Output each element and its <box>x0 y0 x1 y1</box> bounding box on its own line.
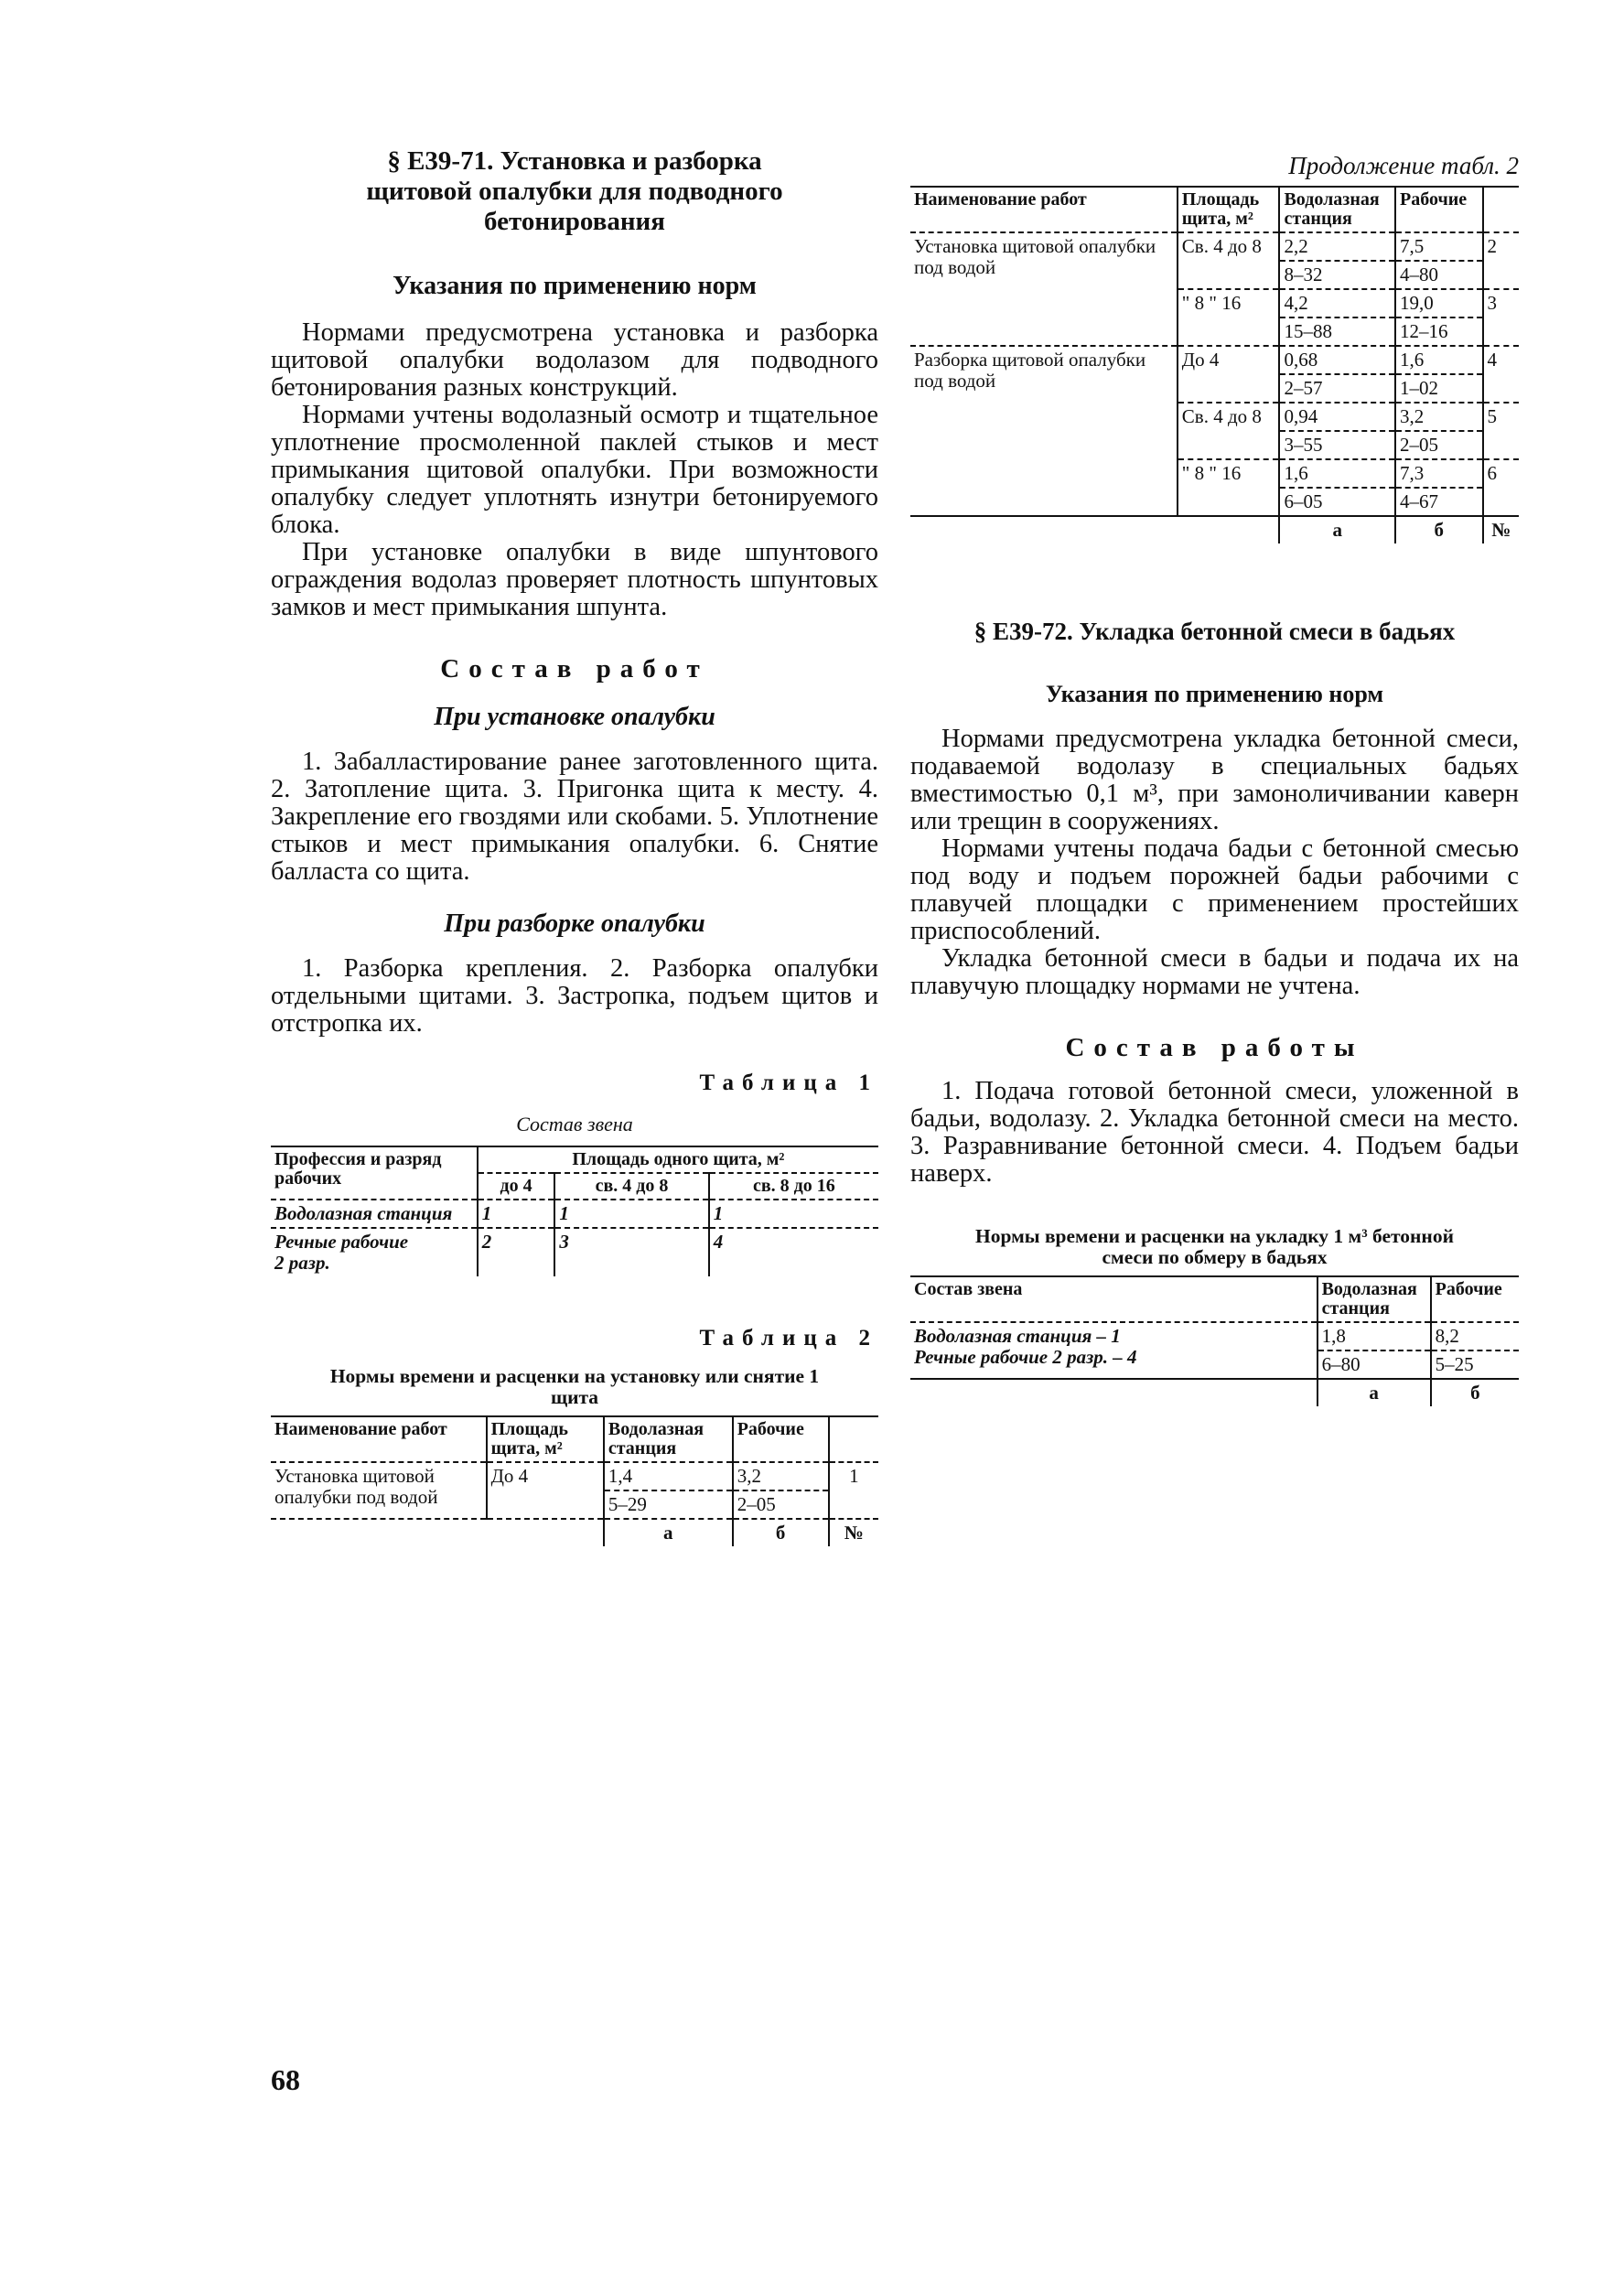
table-row <box>910 346 1519 374</box>
table2c-header: Водолазная станция <box>1279 187 1395 232</box>
table2c-cell: 1–02 <box>1395 374 1482 403</box>
table2-header: Площадь щита, м² <box>487 1416 604 1462</box>
table2-continued <box>910 186 1519 543</box>
table2c-cell: 4 <box>1483 346 1519 403</box>
table1-subheader: до 4 <box>478 1173 555 1200</box>
table2c-footer: № <box>1483 516 1519 543</box>
table2c-footer: а <box>1279 516 1395 543</box>
paragraph: Нормами предусмотрена установка и разборка щитовой опалубки водолазом для подводного бетонирования разных конструкций. <box>271 318 878 402</box>
work-steps: 1. Подача готовой бетонной смеси, уложенной в бадьи, водолазу. 2. Укладка бетонной смеси на место. 3. Разравнивание бетонной смеси. 4. Подъем бадьи наверх. <box>910 1077 1519 1188</box>
guidance-heading: Указания по применению норм <box>1045 681 1384 707</box>
table2c-cell: 0,94 <box>1279 403 1395 431</box>
table2c-cell: 2,2 <box>1279 232 1395 261</box>
table1-cell: 4 <box>709 1228 878 1276</box>
table2c-cell: 0,68 <box>1279 346 1395 374</box>
table2c-footer: б <box>1395 516 1482 543</box>
table1-label: Таблица 1 <box>699 1071 878 1095</box>
work-heading: Состав работы <box>1065 1033 1364 1062</box>
table2c-cell: 2–05 <box>1395 431 1482 459</box>
table2c-header: Рабочие <box>1395 187 1482 232</box>
table-row <box>910 1322 1519 1350</box>
table1-row-name: Водолазная станция <box>271 1200 478 1228</box>
table2c-cell: 4–80 <box>1395 261 1482 289</box>
paragraph: Укладка бетонной смеси в бадьи и подача их на плавучую площадку нормами не учтена. <box>910 944 1519 1000</box>
continuation-label: Продолжение табл. 2 <box>1288 152 1519 179</box>
table2c-cell: 8–32 <box>1279 261 1395 289</box>
table2-header <box>829 1416 878 1462</box>
table2-cell: До 4 <box>487 1462 604 1519</box>
table2c-header: Наименование работ <box>910 187 1178 232</box>
table1-caption: Состав звена <box>516 1113 633 1135</box>
table2c-cell: 1,6 <box>1395 346 1482 374</box>
table2c-row-name: Установка щитовой опалубки под водой <box>910 232 1178 346</box>
section-title-e39-72: § Е39-72. Укладка бетонной смеси в бадьях <box>973 618 1456 645</box>
table3-cell: 6–80 <box>1317 1350 1431 1379</box>
table2c-cell: 3 <box>1483 289 1519 346</box>
table2-row-name: Установка щитовой опалубки под водой <box>271 1462 487 1519</box>
table-row <box>271 1200 878 1228</box>
table1-header-area: Площадь одного щита, м² <box>478 1146 878 1173</box>
table2c-cell: 3,2 <box>1395 403 1482 431</box>
table3-cell: 8,2 <box>1431 1322 1519 1350</box>
right-column <box>910 0 1519 1406</box>
left-column <box>271 0 878 1546</box>
paragraph: При установке опалубки в виде шпунтового ограждения водолаз проверяет плотность шпунтовых замков и мест примыкания шпунта. <box>271 538 878 621</box>
table2-footer: № <box>829 1519 878 1546</box>
table2c-cell: 12–16 <box>1395 317 1482 346</box>
table1-cell: 2 <box>478 1228 555 1276</box>
table3-cell: 1,8 <box>1317 1322 1431 1350</box>
table2c-row-name: Разборка щитовой опалубки под водой <box>910 346 1178 516</box>
work-heading: Состав работ <box>440 654 709 683</box>
table2c-header <box>1483 187 1519 232</box>
table2c-cell: 2–57 <box>1279 374 1395 403</box>
paragraph: Нормами учтены подача бадьи с бетонной смесью под воду и подъем порожней бадьи рабочими с плавучей площадки с применением простейших приспособлений. <box>910 834 1519 945</box>
table3 <box>910 1275 1519 1406</box>
table2c-cell: 6 <box>1483 459 1519 516</box>
table2-cell: 1 <box>829 1462 878 1519</box>
table2c-cell: Св. 4 до 8 <box>1178 232 1280 289</box>
table2c-cell: 7,5 <box>1395 232 1482 261</box>
table2c-cell: 15–88 <box>1279 317 1395 346</box>
table2-header: Наименование работ <box>271 1416 487 1462</box>
table1-cell: 1 <box>554 1200 708 1228</box>
dismantle-heading: При разборке опалубки <box>444 909 705 938</box>
install-steps: 1. Забалластирование ранее заготовленного щита. 2. Затопление щита. 3. Пригонка щита к месту. 4. Закрепление его гвоздями или скобами. 5. Уплотнение стыков и мест примыкания опалубки. 6. Снятие балласта со щита. <box>271 748 878 886</box>
table3-header: Рабочие <box>1431 1276 1519 1322</box>
table2-header: Рабочие <box>733 1416 829 1462</box>
table2c-cell: 4–67 <box>1395 488 1482 516</box>
table2c-cell: " 8 " 16 <box>1178 289 1280 346</box>
table2c-cell: 6–05 <box>1279 488 1395 516</box>
table1-header-profession: Профессия и разряд рабочих <box>271 1146 478 1200</box>
table2c-cell: 19,0 <box>1395 289 1482 317</box>
table2c-cell: " 8 " 16 <box>1178 459 1280 516</box>
page-number: 68 <box>271 2063 300 2096</box>
table3-footer: б <box>1431 1379 1519 1406</box>
table2c-cell: 4,2 <box>1279 289 1395 317</box>
table1-cell: 1 <box>709 1200 878 1228</box>
install-heading: При установке опалубки <box>434 703 715 731</box>
table2c-cell: 7,3 <box>1395 459 1482 488</box>
table3-header: Водолазная станция <box>1317 1276 1431 1322</box>
table2-cell: 3,2 <box>733 1462 829 1490</box>
table2-cell: 5–29 <box>604 1490 733 1519</box>
section-title-e39-71: § Е39-71. Установка и разборка щитовой опалубки для подводного бетонирования <box>366 146 783 236</box>
paragraph: Нормами предусмотрена укладка бетонной смеси, подаваемой водолазу в специальных бадьях вместимостью 0,1 м³, при замоноличивании каверн или трещин в сооружениях. <box>910 725 1519 835</box>
table1-cell: 1 <box>478 1200 555 1228</box>
table1-subheader: св. 8 до 16 <box>709 1173 878 1200</box>
table2c-cell: 3–55 <box>1279 431 1395 459</box>
table3-footer: а <box>1317 1379 1431 1406</box>
table2-label: Таблица 2 <box>699 1326 878 1350</box>
table2c-cell: 1,6 <box>1279 459 1395 488</box>
table1 <box>271 1146 878 1276</box>
table3-caption: Нормы времени и расценки на укладку 1 м³ бетонной смеси по обмеру в бадьях <box>975 1225 1454 1268</box>
table2c-cell: 2 <box>1483 232 1519 289</box>
table3-row-name: Речные рабочие 2 разр. – 4 <box>914 1346 1137 1368</box>
table-row <box>271 1228 878 1276</box>
table3-cell: 5–25 <box>1431 1350 1519 1379</box>
table3-header: Состав звена <box>910 1276 1317 1322</box>
table2-cell: 1,4 <box>604 1462 733 1490</box>
table2c-header: Площадь щита, м² <box>1178 187 1280 232</box>
guidance-heading: Указания по применению норм <box>393 272 757 300</box>
table1-cell: 3 <box>554 1228 708 1276</box>
table2c-cell: Св. 4 до 8 <box>1178 403 1280 459</box>
table2c-cell: 5 <box>1483 403 1519 459</box>
table2-header: Водолазная станция <box>604 1416 733 1462</box>
table2-caption: Нормы времени и расценки на установку или снятие 1 щита <box>329 1365 820 1408</box>
paragraph: Нормами учтены водолазный осмотр и тщательное уплотнение просмоленной паклей стыков и мест примыкания щитовой опалубки. При возможности опалубку следует уплотнять изнутри бетонируемого блока. <box>271 401 878 539</box>
table2-footer: а <box>604 1519 733 1546</box>
table1-subheader: св. 4 до 8 <box>554 1173 708 1200</box>
table2 <box>271 1415 878 1546</box>
dismantle-steps: 1. Разборка крепления. 2. Разборка опалубки отдельными щитами. 3. Застропка, подъем щитов и отстропка их. <box>271 954 878 1038</box>
table2-cell: 2–05 <box>733 1490 829 1519</box>
table2-footer: б <box>733 1519 829 1546</box>
table3-row-name: Водолазная станция – 1 <box>914 1325 1121 1347</box>
table-row <box>910 232 1519 261</box>
table2c-cell: До 4 <box>1178 346 1280 403</box>
table-row <box>271 1462 878 1490</box>
table1-row-name: Речные рабочие 2 разр. <box>274 1231 409 1274</box>
